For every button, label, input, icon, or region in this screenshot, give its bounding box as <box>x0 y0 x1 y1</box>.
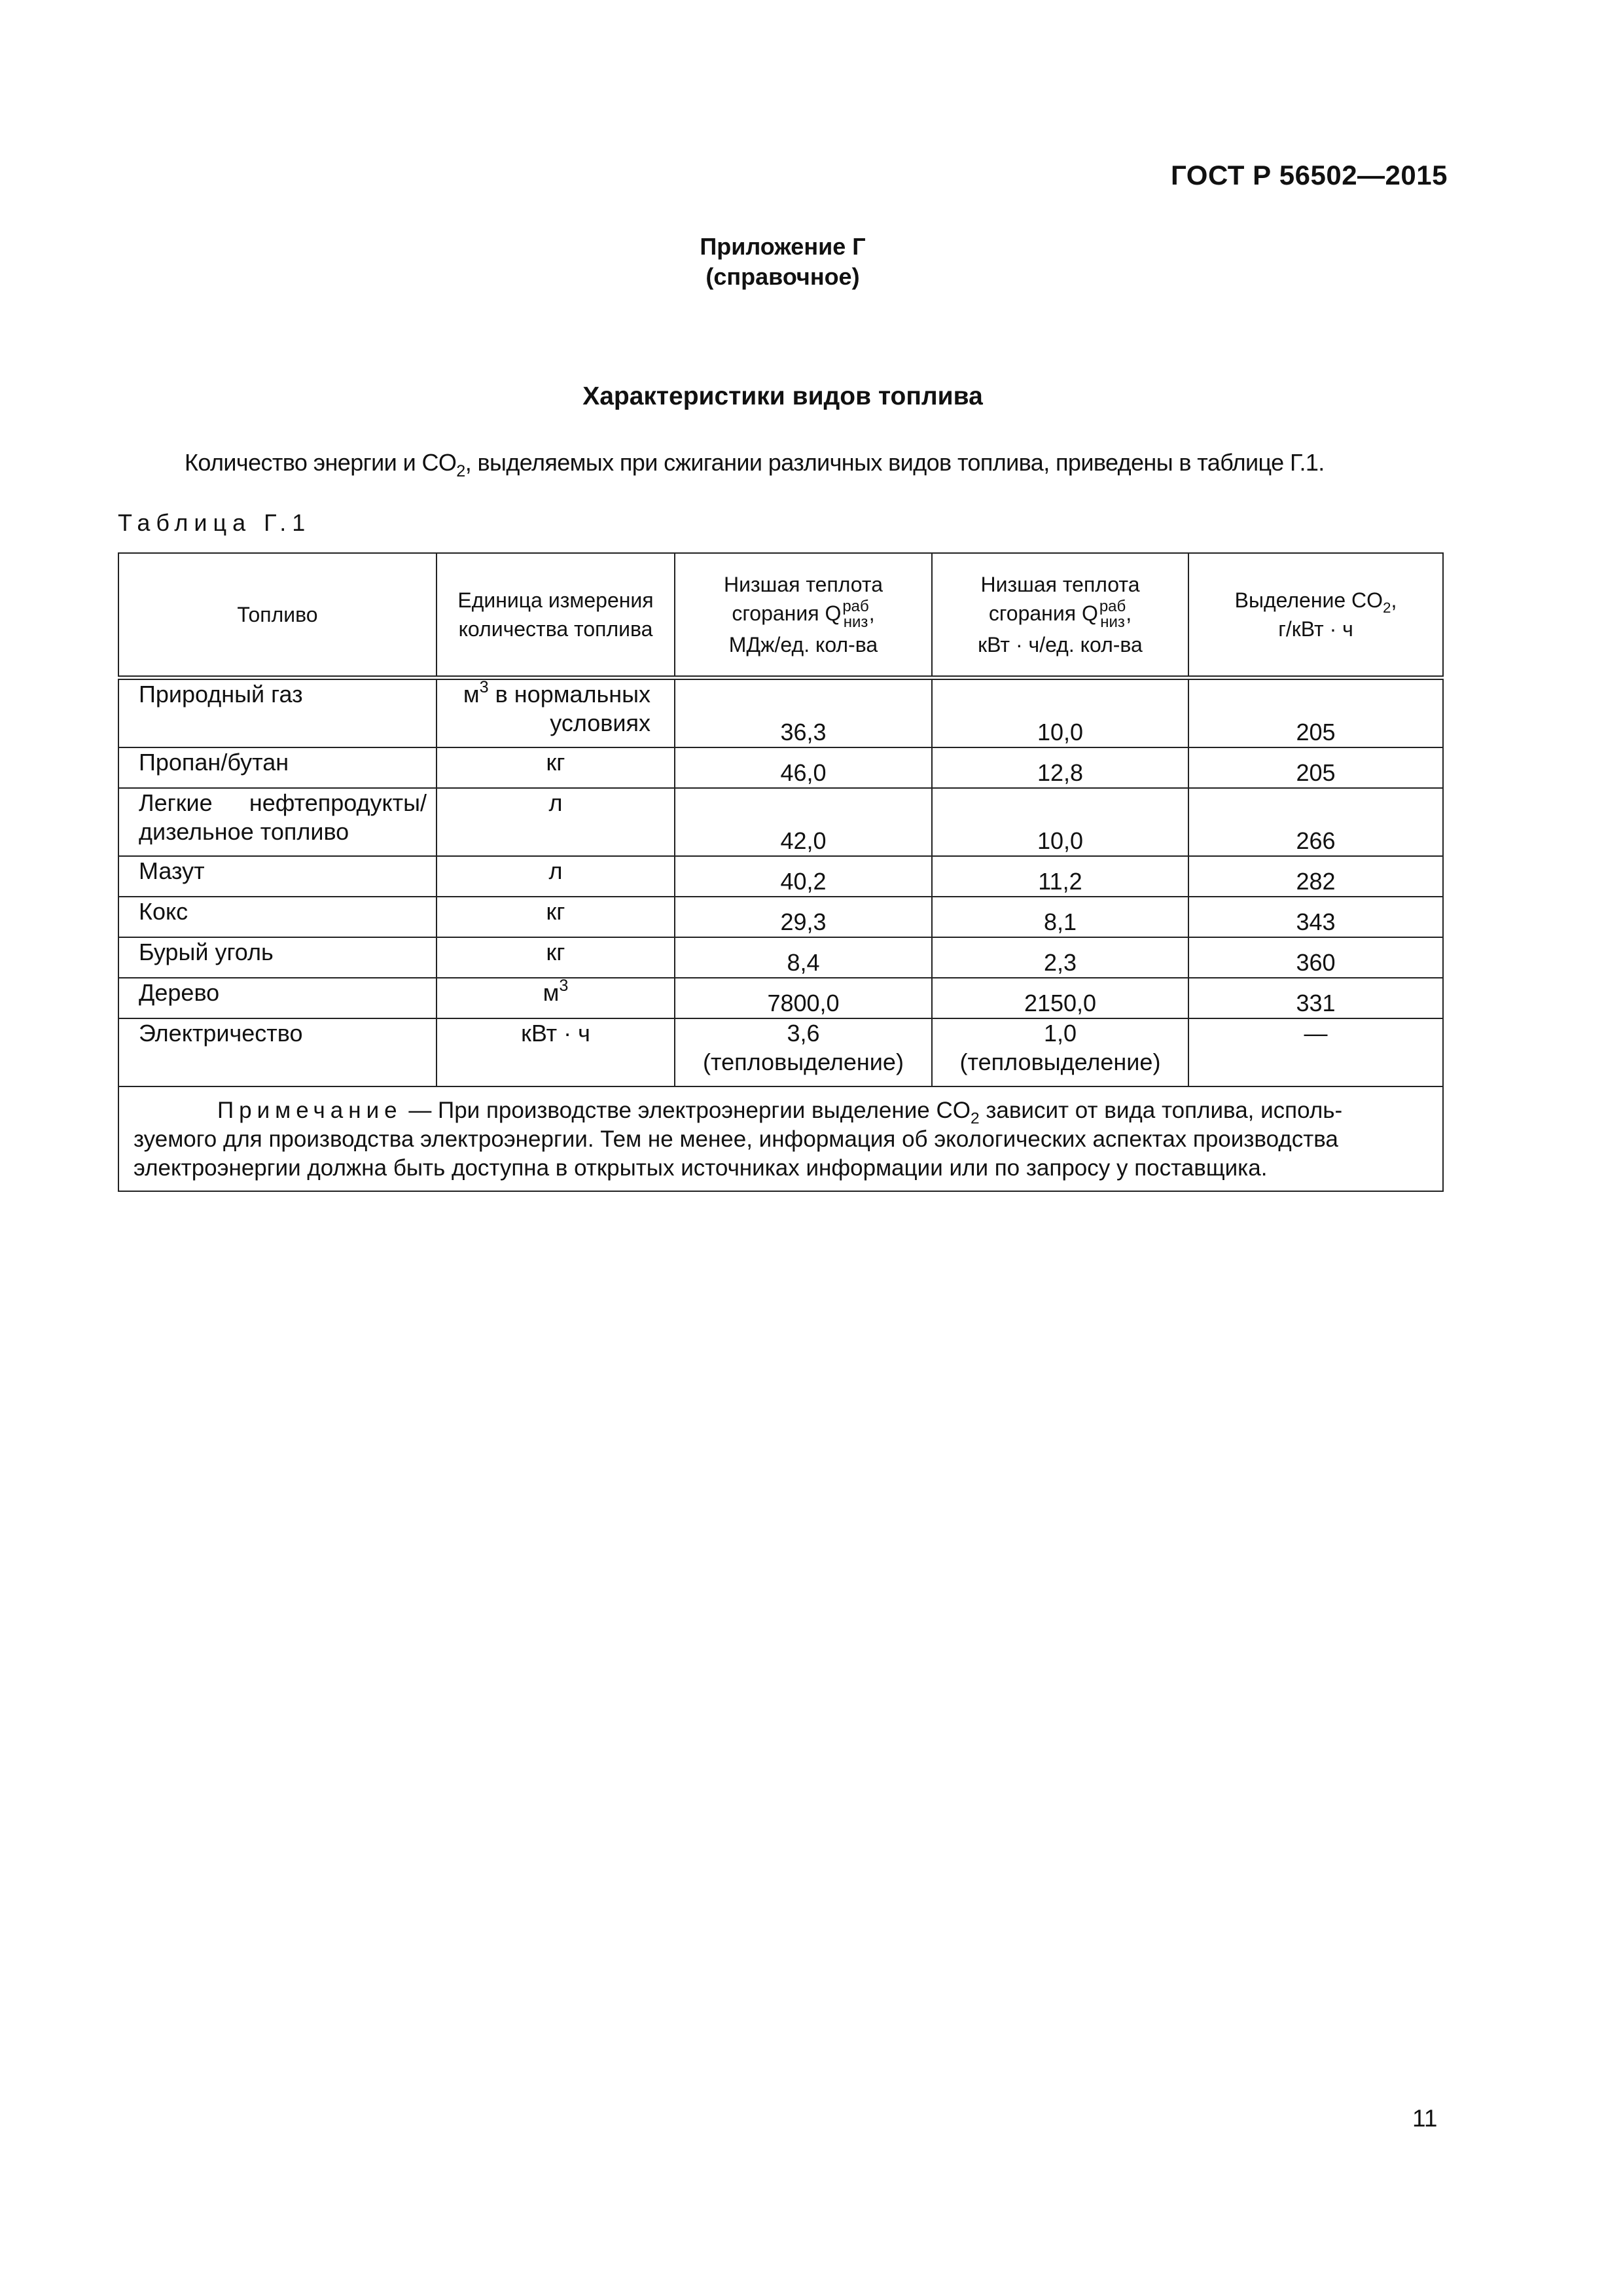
appendix-heading <box>0 232 1565 292</box>
intro-paragraph <box>185 449 1325 480</box>
header-co2-text: Выделение CO <box>1234 588 1383 612</box>
cell-co2: 266 <box>1188 788 1443 856</box>
header-co2-line2: г/кВт · ч <box>1278 617 1353 641</box>
unit-base: м <box>463 681 480 708</box>
table-row <box>118 788 1443 856</box>
header-heat-mj-sup: раб <box>842 598 869 616</box>
cell-unit: кВт · ч <box>437 1018 675 1086</box>
header-heat-kwh-comma: , <box>1126 601 1132 625</box>
cell-fuel: Природный газ <box>118 678 437 748</box>
cell-heat-kwh-note: (тепловыделение) <box>959 1049 1161 1075</box>
cell-fuel: Электричество <box>118 1018 437 1086</box>
table-row <box>118 1018 1443 1086</box>
table-row <box>118 678 1443 748</box>
cell-heat-kwh: 12,8 <box>932 747 1188 788</box>
header-heat-kwh-sup: раб <box>1099 598 1126 616</box>
appendix-title: Приложение Г <box>700 233 866 260</box>
header-heat-mj-line1: Низшая теплота <box>724 572 883 596</box>
cell-unit: кг <box>437 937 675 978</box>
cell-heat-kwh: 2,3 <box>932 937 1188 978</box>
header-heat-kwh-sub: низ <box>1100 613 1125 632</box>
note-label: Примечание <box>217 1098 402 1123</box>
cell-heat-kwh-value: 1,0 <box>1043 1020 1077 1047</box>
header-unit <box>437 553 675 678</box>
header-co2-comma: , <box>1391 588 1397 612</box>
cell-heat-mj: 42,0 <box>675 788 932 856</box>
table-header-row <box>118 553 1443 678</box>
cell-heat-mj: 46,0 <box>675 747 932 788</box>
fuel-characteristics-table <box>118 552 1444 1192</box>
header-co2 <box>1188 553 1443 678</box>
document-code: ГОСТ Р 56502—2015 <box>1171 160 1448 190</box>
cell-unit: л <box>437 788 675 856</box>
cell-heat-mj: 7800,0 <box>675 978 932 1018</box>
header-heat-kwh-line2 <box>933 599 1188 631</box>
table-caption: Таблица Г.1 <box>118 509 312 536</box>
cell-co2: 360 <box>1188 937 1443 978</box>
header-heat-kwh-text: сгорания Q <box>988 601 1098 625</box>
cell-heat-kwh: 8,1 <box>932 897 1188 937</box>
header-heat-mj-indices <box>842 599 868 630</box>
header-heat-mj-comma: , <box>868 601 875 625</box>
header-co2-line1 <box>1189 586 1442 615</box>
cell-unit-line1 <box>437 677 651 709</box>
cell-fuel <box>118 788 437 856</box>
cell-heat-mj <box>675 1018 932 1086</box>
cell-unit-line2: условиях <box>550 709 651 736</box>
cell-fuel: Бурый уголь <box>118 937 437 978</box>
header-co2-sub: 2 <box>1383 599 1391 616</box>
cell-heat-mj: 8,4 <box>675 937 932 978</box>
cell-heat-kwh <box>932 1018 1188 1086</box>
cell-heat-mj: 40,2 <box>675 856 932 897</box>
cell-unit: кг <box>437 747 675 788</box>
header-unit-line2: количества топлива <box>458 617 653 641</box>
cell-heat-mj-value: 3,6 <box>787 1020 820 1047</box>
intro-text-after: , выделяемых при сжигании различных видов топлива, приведены в таблице Г.1. <box>465 449 1325 476</box>
cell-fuel-line2: дизельное топливо <box>139 818 349 845</box>
note-text2: зависит от вида топлива, исполь- <box>979 1098 1343 1123</box>
intro-text-before: Количество энергии и CO <box>185 449 457 476</box>
table-note <box>118 1086 1443 1191</box>
section-title: Характеристики видов топлива <box>582 382 983 410</box>
cell-fuel-word1: Легкие <box>139 789 213 816</box>
header-heat-kwh-line1: Низшая теплота <box>980 572 1140 596</box>
page-number: 11 <box>1412 2105 1438 2132</box>
header-heat-kwh-line3: кВт · ч/ед. кол-ва <box>978 633 1143 657</box>
cell-unit: л <box>437 856 675 897</box>
table-row <box>118 897 1443 937</box>
intro-co2-subscript: 2 <box>456 461 465 480</box>
note-line3: электроэнергии должна быть доступна в открытых источниках информации или по запросу у поставщика. <box>134 1155 1268 1181</box>
note-line2: зуемого для производства электроэнергии. Тем не менее, информация об экологических аспектах производства <box>134 1126 1338 1152</box>
cell-heat-kwh: 10,0 <box>932 788 1188 856</box>
cell-fuel: Мазут <box>118 856 437 897</box>
cell-co2: — <box>1188 1018 1443 1086</box>
header-heat-mj-line3: МДж/ед. кол-ва <box>728 633 878 657</box>
header-heat-mj-text: сгорания Q <box>732 601 842 625</box>
cell-heat-kwh: 11,2 <box>932 856 1188 897</box>
cell-co2: 282 <box>1188 856 1443 897</box>
cell-unit: кг <box>437 897 675 937</box>
header-heat-kwh <box>932 553 1188 678</box>
note-co2-subscript: 2 <box>970 1109 980 1128</box>
cell-unit <box>437 678 675 748</box>
table-row <box>118 747 1443 788</box>
header-heat-mj <box>675 553 932 678</box>
header-fuel: Топливо <box>118 553 437 678</box>
cell-heat-kwh: 2150,0 <box>932 978 1188 1018</box>
note-text1: — При производстве электроэнергии выделение CO <box>402 1098 971 1123</box>
appendix-subtitle: (справочное) <box>705 263 860 290</box>
header-heat-kwh-indices <box>1099 599 1126 630</box>
table-note-row <box>118 1086 1443 1191</box>
header-heat-mj-sub: низ <box>843 613 868 632</box>
cell-co2: 205 <box>1188 747 1443 788</box>
cell-heat-kwh: 10,0 <box>932 678 1188 748</box>
cell-fuel: Пропан/бутан <box>118 747 437 788</box>
cell-co2: 205 <box>1188 678 1443 748</box>
unit-rest: в нормальных <box>488 681 651 708</box>
table-row <box>118 856 1443 897</box>
unit-exponent: 3 <box>479 677 489 696</box>
cell-fuel: Кокс <box>118 897 437 937</box>
cell-heat-mj: 36,3 <box>675 678 932 748</box>
cell-fuel-word2: нефтепродукты/ <box>249 789 427 816</box>
table-row <box>118 978 1443 1018</box>
cell-unit <box>437 978 675 1018</box>
header-heat-mj-line2 <box>675 599 931 631</box>
table-row <box>118 937 1443 978</box>
unit-base: м <box>543 979 560 1006</box>
cell-co2: 343 <box>1188 897 1443 937</box>
cell-fuel-line1 <box>139 789 436 817</box>
note-line1 <box>134 1096 1428 1128</box>
header-unit-line1: Единица измерения <box>457 588 654 612</box>
cell-fuel: Дерево <box>118 978 437 1018</box>
cell-co2: 331 <box>1188 978 1443 1018</box>
cell-heat-mj: 29,3 <box>675 897 932 937</box>
cell-heat-mj-note: (тепловыделение) <box>703 1049 904 1075</box>
unit-exponent: 3 <box>559 976 569 995</box>
